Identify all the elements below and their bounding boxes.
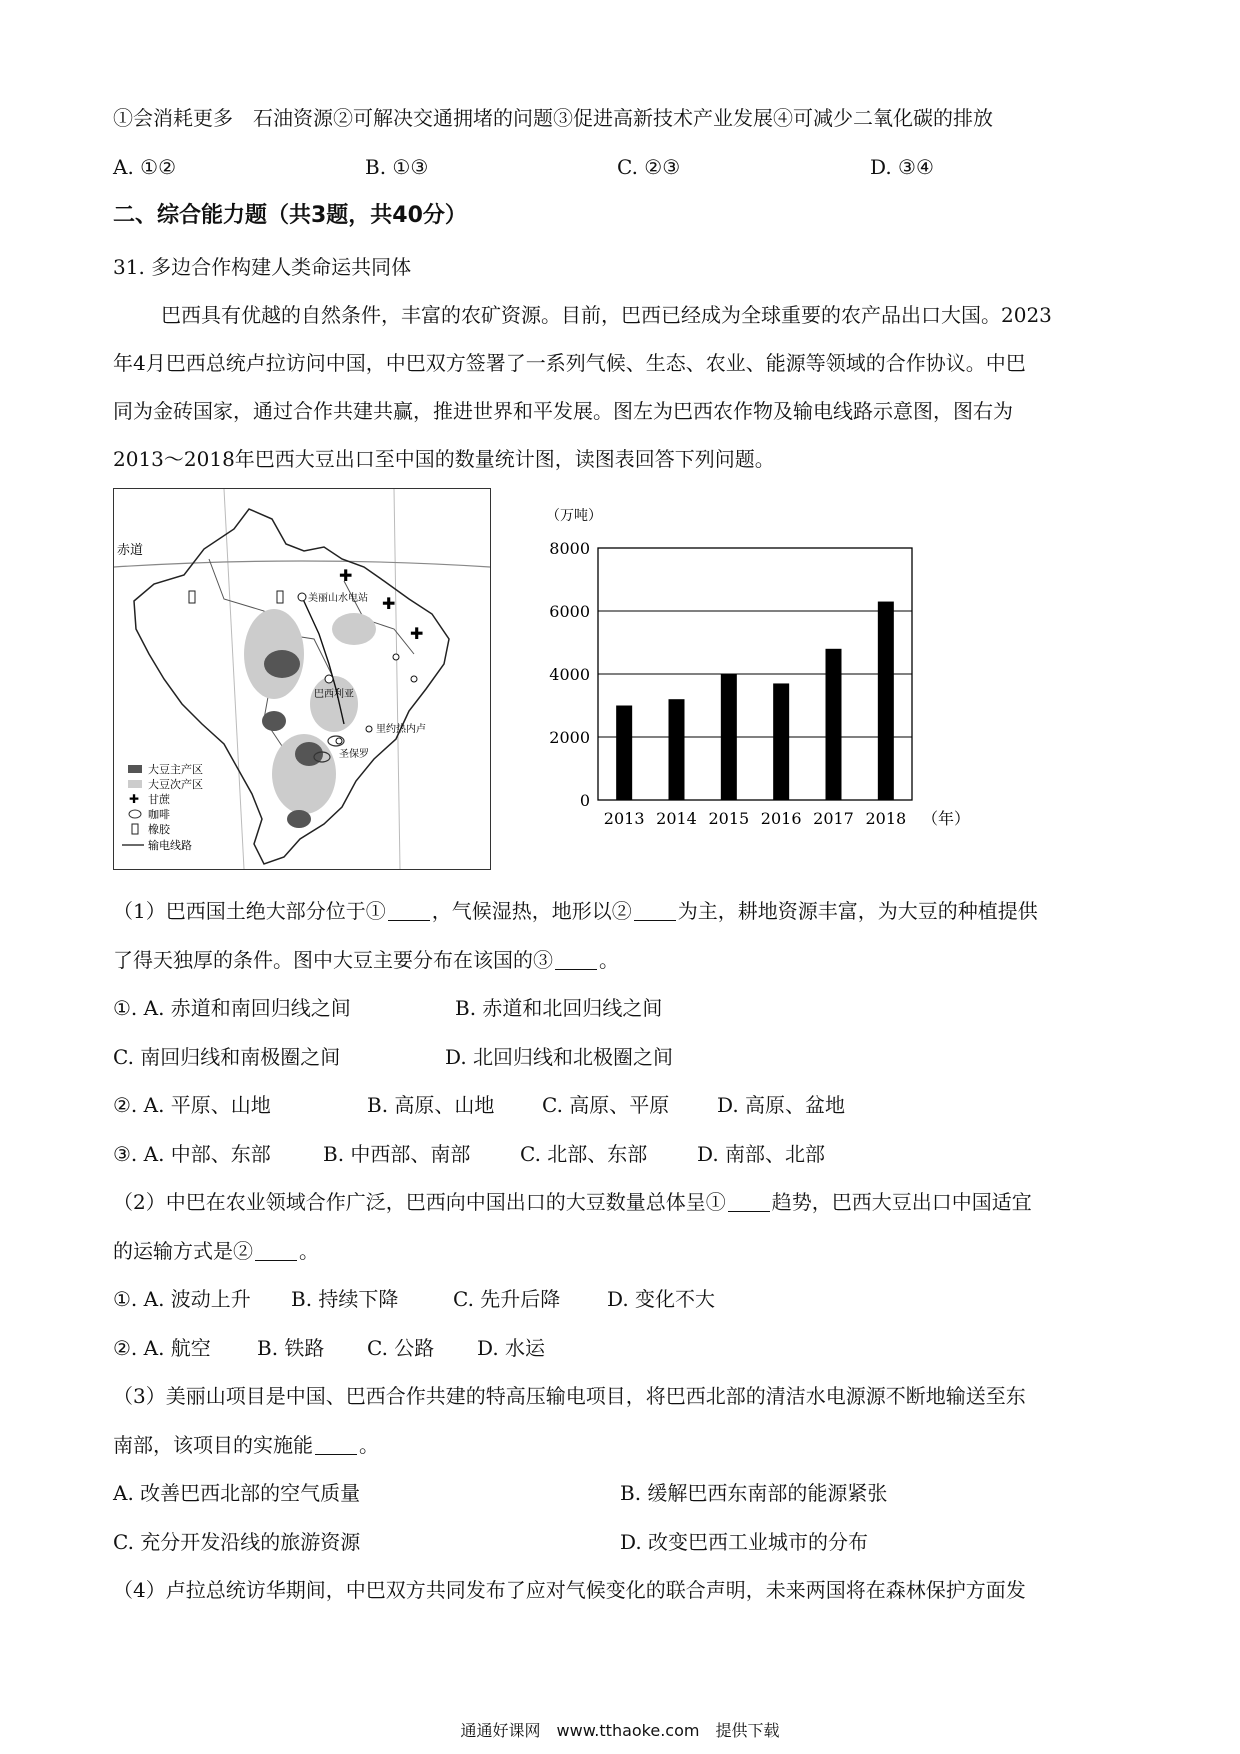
x-tick-label: 2014: [656, 809, 697, 828]
q2-opt1-b: B. 持续下降: [291, 1287, 399, 1311]
section-title: 二、综合能力题（共3题，共40分）: [113, 203, 467, 228]
q1-opt3-c: C. 北部、东部: [520, 1142, 648, 1166]
legend-rubber-icon: [132, 824, 138, 834]
x-tick-label: 2013: [603, 809, 645, 828]
sugarcane-icon: ✚: [339, 566, 353, 585]
q1-stem-part: 了得天独厚的条件。图中大豆主要分布在该国的③: [113, 948, 553, 972]
saopaulo-label: 圣保罗: [339, 749, 369, 760]
q1-opt3-d: D. 南部、北部: [697, 1142, 826, 1166]
rio-label: 里约热内卢: [376, 724, 426, 735]
q31-title: 31. 多边合作构建人类命运共同体: [113, 255, 412, 279]
q1-stem-line-2: [113, 946, 619, 974]
q1-stem-part: 为主，耕地资源丰富，为大豆的种植提供: [677, 899, 1038, 923]
legend-coffee-icon: [129, 810, 141, 818]
bar: [826, 649, 842, 800]
q2-opt2-c: C. 公路: [367, 1336, 435, 1360]
answer-blank[interactable]: [728, 1193, 770, 1212]
q2-stem-line-2: [113, 1237, 319, 1265]
q2-stem-part: 。: [299, 1239, 319, 1263]
q3-opt-b: B. 缓解巴西东南部的能源紧张: [620, 1481, 888, 1505]
q3-stem-line-1: （3）美丽山项目是中国、巴西合作共建的特高压输电项目，将巴西北部的清洁水电源源不断地输送至东: [113, 1384, 1026, 1408]
option-a: A. ①②: [113, 155, 177, 179]
city-marker: [411, 676, 417, 682]
y-axis-label: （万吨）: [546, 508, 602, 524]
q1-opt2-a: ②. A. 平原、山地: [113, 1093, 271, 1117]
q1-stem-part: 。: [599, 948, 619, 972]
brazil-map-svg: [114, 489, 490, 869]
q1-stem-part: ，气候湿热，地形以②: [431, 899, 632, 923]
q31-para-line-3: 同为金砖国家，通过合作共建共赢，推进世界和平发展。图左为巴西农作物及输电线路示意图，图右为: [113, 399, 1013, 423]
legend-soy-sub: 大豆次产区: [148, 778, 203, 791]
map-legend: [122, 762, 203, 852]
soy-main-area: [262, 711, 286, 731]
q1-opt3-b: B. 中西部、南部: [323, 1142, 471, 1166]
answer-blank[interactable]: [555, 951, 597, 970]
q31-para-line-4: 2013～2018年巴西大豆出口至中国的数量统计图，读图表回答下列问题。: [113, 447, 775, 471]
soy-main-area: [287, 810, 311, 828]
hydro-station-marker: [298, 593, 306, 601]
q1-opt2-c: C. 高原、平原: [542, 1093, 670, 1117]
q3-opt-a: A. 改善巴西北部的空气质量: [113, 1481, 361, 1505]
q2-stem-part: 的运输方式是②: [113, 1239, 253, 1263]
q2-opt1-a: ①. A. 波动上升: [113, 1287, 251, 1311]
legend-soy-main-swatch: [128, 765, 142, 773]
q31-para-line-1: 巴西具有优越的自然条件，丰富的农矿资源。目前，巴西已经成为全球重要的农产品出口大国。2023: [161, 303, 1052, 327]
equator-label: 赤道: [117, 543, 144, 558]
meridian-line: [224, 489, 244, 869]
legend-rubber: 橡胶: [148, 823, 170, 836]
q1-opt2-d: D. 高原、盆地: [717, 1093, 846, 1117]
answer-blank[interactable]: [634, 902, 676, 921]
q1-opt1-a: ①. A. 赤道和南回归线之间: [113, 996, 351, 1020]
bar: [773, 683, 789, 800]
q1-opt1-b: B. 赤道和北回归线之间: [455, 996, 663, 1020]
soy-main-area: [295, 742, 323, 766]
y-tick-label: 2000: [549, 728, 590, 747]
x-tick-label: 2018: [865, 809, 907, 828]
x-tick-label: 2017: [813, 809, 854, 828]
y-tick-label: 0: [579, 791, 590, 810]
answer-blank[interactable]: [388, 902, 430, 921]
q3-stem-line-2: [113, 1431, 379, 1459]
answer-blank[interactable]: [255, 1242, 297, 1261]
city-marker: [393, 654, 399, 660]
bar: [669, 699, 685, 800]
soy-export-chart-svg: [530, 486, 980, 841]
legend-coffee: 咖啡: [148, 808, 170, 821]
hydro-station-label: 美丽山水电站: [308, 593, 368, 604]
y-tick-label: 8000: [549, 539, 590, 558]
q31-para-line-2: 年4月巴西总统卢拉访问中国，中巴双方签署了一系列气候、生态、农业、能源等领域的合作协议。中巴: [113, 351, 1026, 375]
option-d: D. ③④: [870, 155, 934, 179]
meridian-line: [394, 489, 400, 869]
q2-opt2-b: B. 铁路: [257, 1336, 325, 1360]
q1-stem-part: （1）巴西国土绝大部分位于①: [113, 899, 386, 923]
saopaulo-marker: [336, 738, 342, 744]
bar: [616, 706, 632, 801]
q1-opt3-a: ③. A. 中部、东部: [113, 1142, 271, 1166]
bar: [721, 674, 737, 800]
legend-transmission: 输电线路: [148, 839, 192, 852]
q4-stem-line-1: （4）卢拉总统访华期间，中巴双方共同发布了应对气候变化的联合声明，未来两国将在森林保护方面发: [113, 1578, 1026, 1602]
x-axis-label: （年）: [922, 809, 971, 828]
rubber-icon: [277, 591, 283, 603]
q3-stem-part: 南部，该项目的实施能: [113, 1433, 313, 1457]
legend-sugarcane-icon: ✚: [129, 792, 140, 806]
q1-stem-line-1: [113, 897, 1038, 925]
soy-main-area: [264, 650, 300, 678]
brazil-map: [113, 488, 491, 870]
sugarcane-icon: ✚: [410, 624, 424, 643]
y-tick-label: 6000: [549, 602, 590, 621]
statements-line: ①会消耗更多 石油资源②可解决交通拥堵的问题③促进高新技术产业发展④可减少二氧化碳的排放: [113, 106, 993, 130]
q2-stem-part: 趋势，巴西大豆出口中国适宜: [771, 1190, 1032, 1214]
sugarcane-icon: ✚: [382, 594, 396, 613]
q3-opt-c: C. 充分开发沿线的旅游资源: [113, 1530, 361, 1554]
rio-marker: [366, 726, 372, 732]
soy-export-chart: [530, 486, 980, 841]
page-footer: 通通好课网 www.tthaoke.com 提供下载: [460, 1721, 780, 1740]
legend-sugarcane: 甘蔗: [148, 793, 170, 806]
option-b: B. ①③: [365, 155, 429, 179]
option-c: C. ②③: [617, 155, 681, 179]
q2-stem-part: （2）中巴在农业领域合作广泛，巴西向中国出口的大豆数量总体呈①: [113, 1190, 726, 1214]
q1-opt2-b: B. 高原、山地: [367, 1093, 495, 1117]
rubber-icon: [189, 591, 195, 603]
legend-soy-sub-swatch: [128, 780, 142, 788]
brasilia-marker: [325, 675, 333, 683]
q2-opt1-d: D. 变化不大: [607, 1287, 716, 1311]
q2-opt2-a: ②. A. 航空: [113, 1336, 211, 1360]
x-tick-label: 2016: [760, 809, 802, 828]
equator-line: [114, 561, 490, 567]
q3-stem-part: 。: [359, 1433, 379, 1457]
q2-opt2-d: D. 水运: [477, 1336, 546, 1360]
q1-opt1-d: D. 北回归线和北极圈之间: [445, 1045, 674, 1069]
bar: [878, 602, 894, 800]
q3-opt-d: D. 改变巴西工业城市的分布: [620, 1530, 869, 1554]
y-tick-label: 4000: [549, 665, 590, 684]
legend-soy-main: 大豆主产区: [148, 763, 203, 776]
q1-opt1-c: C. 南回归线和南极圈之间: [113, 1045, 341, 1069]
answer-blank[interactable]: [315, 1436, 357, 1455]
x-tick-label: 2015: [708, 809, 750, 828]
soy-sub-area: [332, 613, 376, 645]
q2-stem-line-1: [113, 1188, 1032, 1216]
brasilia-label: 巴西利亚: [314, 689, 354, 700]
q2-opt1-c: C. 先升后降: [453, 1287, 561, 1311]
